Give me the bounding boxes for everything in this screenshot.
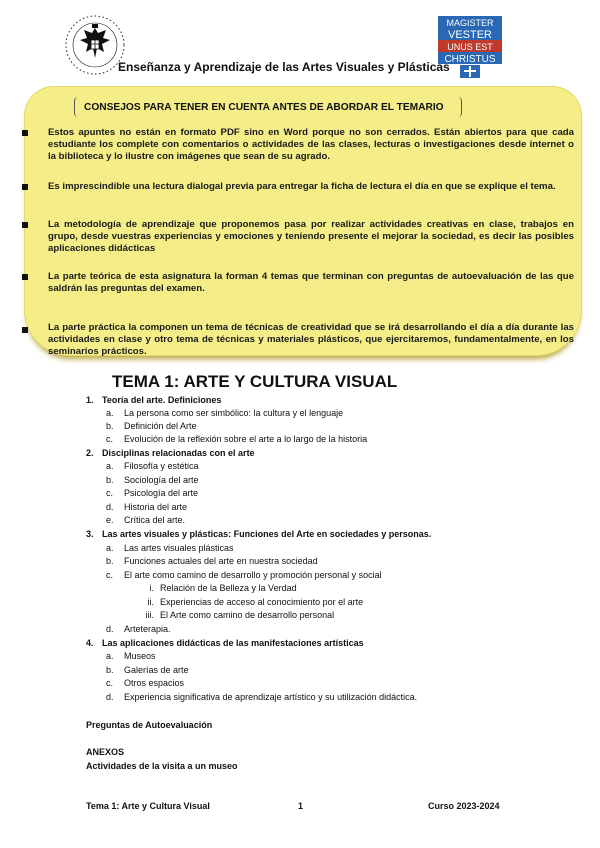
item-text: Evolución de la reflexión sobre el arte a lo largo de la historia bbox=[124, 434, 368, 444]
annex-item: Actividades de la visita a un museo bbox=[86, 761, 238, 771]
item-letter: c. bbox=[106, 570, 114, 580]
item-text: Psicología del arte bbox=[124, 488, 199, 498]
bullet-icon bbox=[22, 184, 28, 190]
item-text: Definición del Arte bbox=[124, 421, 197, 431]
annex-heading: ANEXOS bbox=[86, 747, 125, 757]
advice-item: Es imprescindible una lectura dialogal previa para entregar la ficha de lectura el día en que se explique el tema. bbox=[48, 181, 556, 192]
item-letter: c. bbox=[106, 434, 114, 444]
page-number: 1 bbox=[298, 801, 304, 811]
item-letter: b. bbox=[106, 421, 114, 431]
item-letter: c. bbox=[106, 488, 114, 498]
item-text: Experiencia significativa de aprendizaje artístico y su utilización didáctica. bbox=[124, 692, 418, 702]
item-text: Museos bbox=[124, 651, 156, 661]
item-text: Sociología del arte bbox=[124, 475, 199, 485]
section-number: 1. bbox=[86, 395, 94, 405]
bullet-icon bbox=[22, 130, 28, 136]
advice-item: La parte práctica la componen un tema de técnicas de creatividad que se irá desarrollando el día a día durante las actividades en clase y otro tema de técnicas y materiales plásticos, que ejercitaremos, fundamentalmente, en los seminarios prácticos. bbox=[48, 322, 574, 357]
item-letter: b. bbox=[106, 556, 114, 566]
advice-item: La parte teórica de esta asignatura la forman 4 temas que terminan con preguntas de autoevaluación de las que saldrán las preguntas del examen. bbox=[48, 271, 574, 294]
item-text: Las artes visuales plásticas bbox=[124, 543, 234, 553]
item-letter: b. bbox=[106, 475, 114, 485]
item-text: Experiencias de acceso al conocimiento por el arte bbox=[160, 597, 364, 607]
self-evaluation-heading: Preguntas de Autoevaluación bbox=[86, 720, 213, 730]
item-letter: a. bbox=[106, 461, 114, 471]
item-text: Historia del arte bbox=[124, 502, 188, 512]
section-title: Las artes visuales y plásticas: Funciones del Arte en sociedades y personas. bbox=[102, 529, 432, 539]
bullet-icon bbox=[22, 274, 28, 280]
item-roman: i. bbox=[149, 583, 154, 593]
advice-item: Estos apuntes no están en formato PDF sino en Word porque no son cerrados. Están abiertos para que cada estudiante los complete con comentarios o actividades de las clases, lecturas o investigaciones desde internet o la biblioteca y lo ilustre con imágenes que sean de su agrado. bbox=[48, 127, 574, 162]
item-letter: d. bbox=[106, 624, 114, 634]
page-title: TEMA 1: ARTE Y CULTURA VISUAL bbox=[112, 372, 398, 391]
item-text: El arte como camino de desarrollo y promoción personal y social bbox=[124, 570, 382, 580]
course-header-title: Enseñanza y Aprendizaje de las Artes Visuales y Plásticas bbox=[118, 60, 450, 74]
logo-line-1: MAGISTER bbox=[446, 18, 494, 28]
section-title: Teoría del arte. Definiciones bbox=[102, 395, 222, 405]
bullet-icon bbox=[22, 327, 28, 333]
item-letter: b. bbox=[106, 665, 114, 675]
item-roman: iii. bbox=[145, 610, 154, 620]
section-number: 2. bbox=[86, 448, 94, 458]
advice-item: La metodología de aprendizaje que proponemos pasa por realizar actividades creativas en clase, trabajos en grupo, desde vuestras experiencias y emociones y teniendo presente el mejorar la sociedad, es decir las posibles aplicaciones didácticas bbox=[48, 219, 574, 254]
item-letter: e. bbox=[106, 515, 114, 525]
advice-title: CONSEJOS PARA TENER EN CUENTA ANTES DE ABORDAR EL TEMARIO bbox=[84, 102, 444, 113]
item-letter: d. bbox=[106, 502, 114, 512]
item-letter: d. bbox=[106, 692, 114, 702]
item-letter: a. bbox=[106, 651, 114, 661]
section-number: 3. bbox=[86, 529, 94, 539]
logo-line-2: VESTER bbox=[447, 29, 493, 41]
logo-line-4: CHRISTUS bbox=[444, 54, 496, 65]
section-title: Disciplinas relacionadas con el arte bbox=[102, 448, 255, 458]
item-letter: a. bbox=[106, 543, 114, 553]
item-text: Relación de la Belleza y la Verdad bbox=[160, 583, 297, 593]
section-title: Las aplicaciones didácticas de las manifestaciones artísticas bbox=[102, 638, 364, 648]
item-roman: ii. bbox=[147, 597, 154, 607]
item-letter: a. bbox=[106, 408, 114, 418]
item-text: Arteterapia. bbox=[124, 624, 171, 634]
item-text: Funciones actuales del arte en nuestra sociedad bbox=[124, 556, 318, 566]
bullet-icon bbox=[22, 222, 28, 228]
item-letter: c. bbox=[106, 678, 114, 688]
item-text: La persona como ser simbólico: la cultura y el lenguaje bbox=[124, 408, 344, 418]
footer-course: Curso 2023-2024 bbox=[428, 801, 500, 811]
item-text: Galerías de arte bbox=[124, 665, 189, 675]
item-text: Crítica del arte. bbox=[124, 515, 186, 525]
item-text: El Arte como camino de desarrollo personal bbox=[160, 610, 335, 620]
section-number: 4. bbox=[86, 638, 94, 648]
item-text: Otros espacios bbox=[124, 678, 185, 688]
logo-line-3: UNUS EST bbox=[447, 42, 493, 52]
footer-topic: Tema 1: Arte y Cultura Visual bbox=[86, 801, 210, 811]
item-text: Filosofía y estética bbox=[124, 461, 199, 471]
